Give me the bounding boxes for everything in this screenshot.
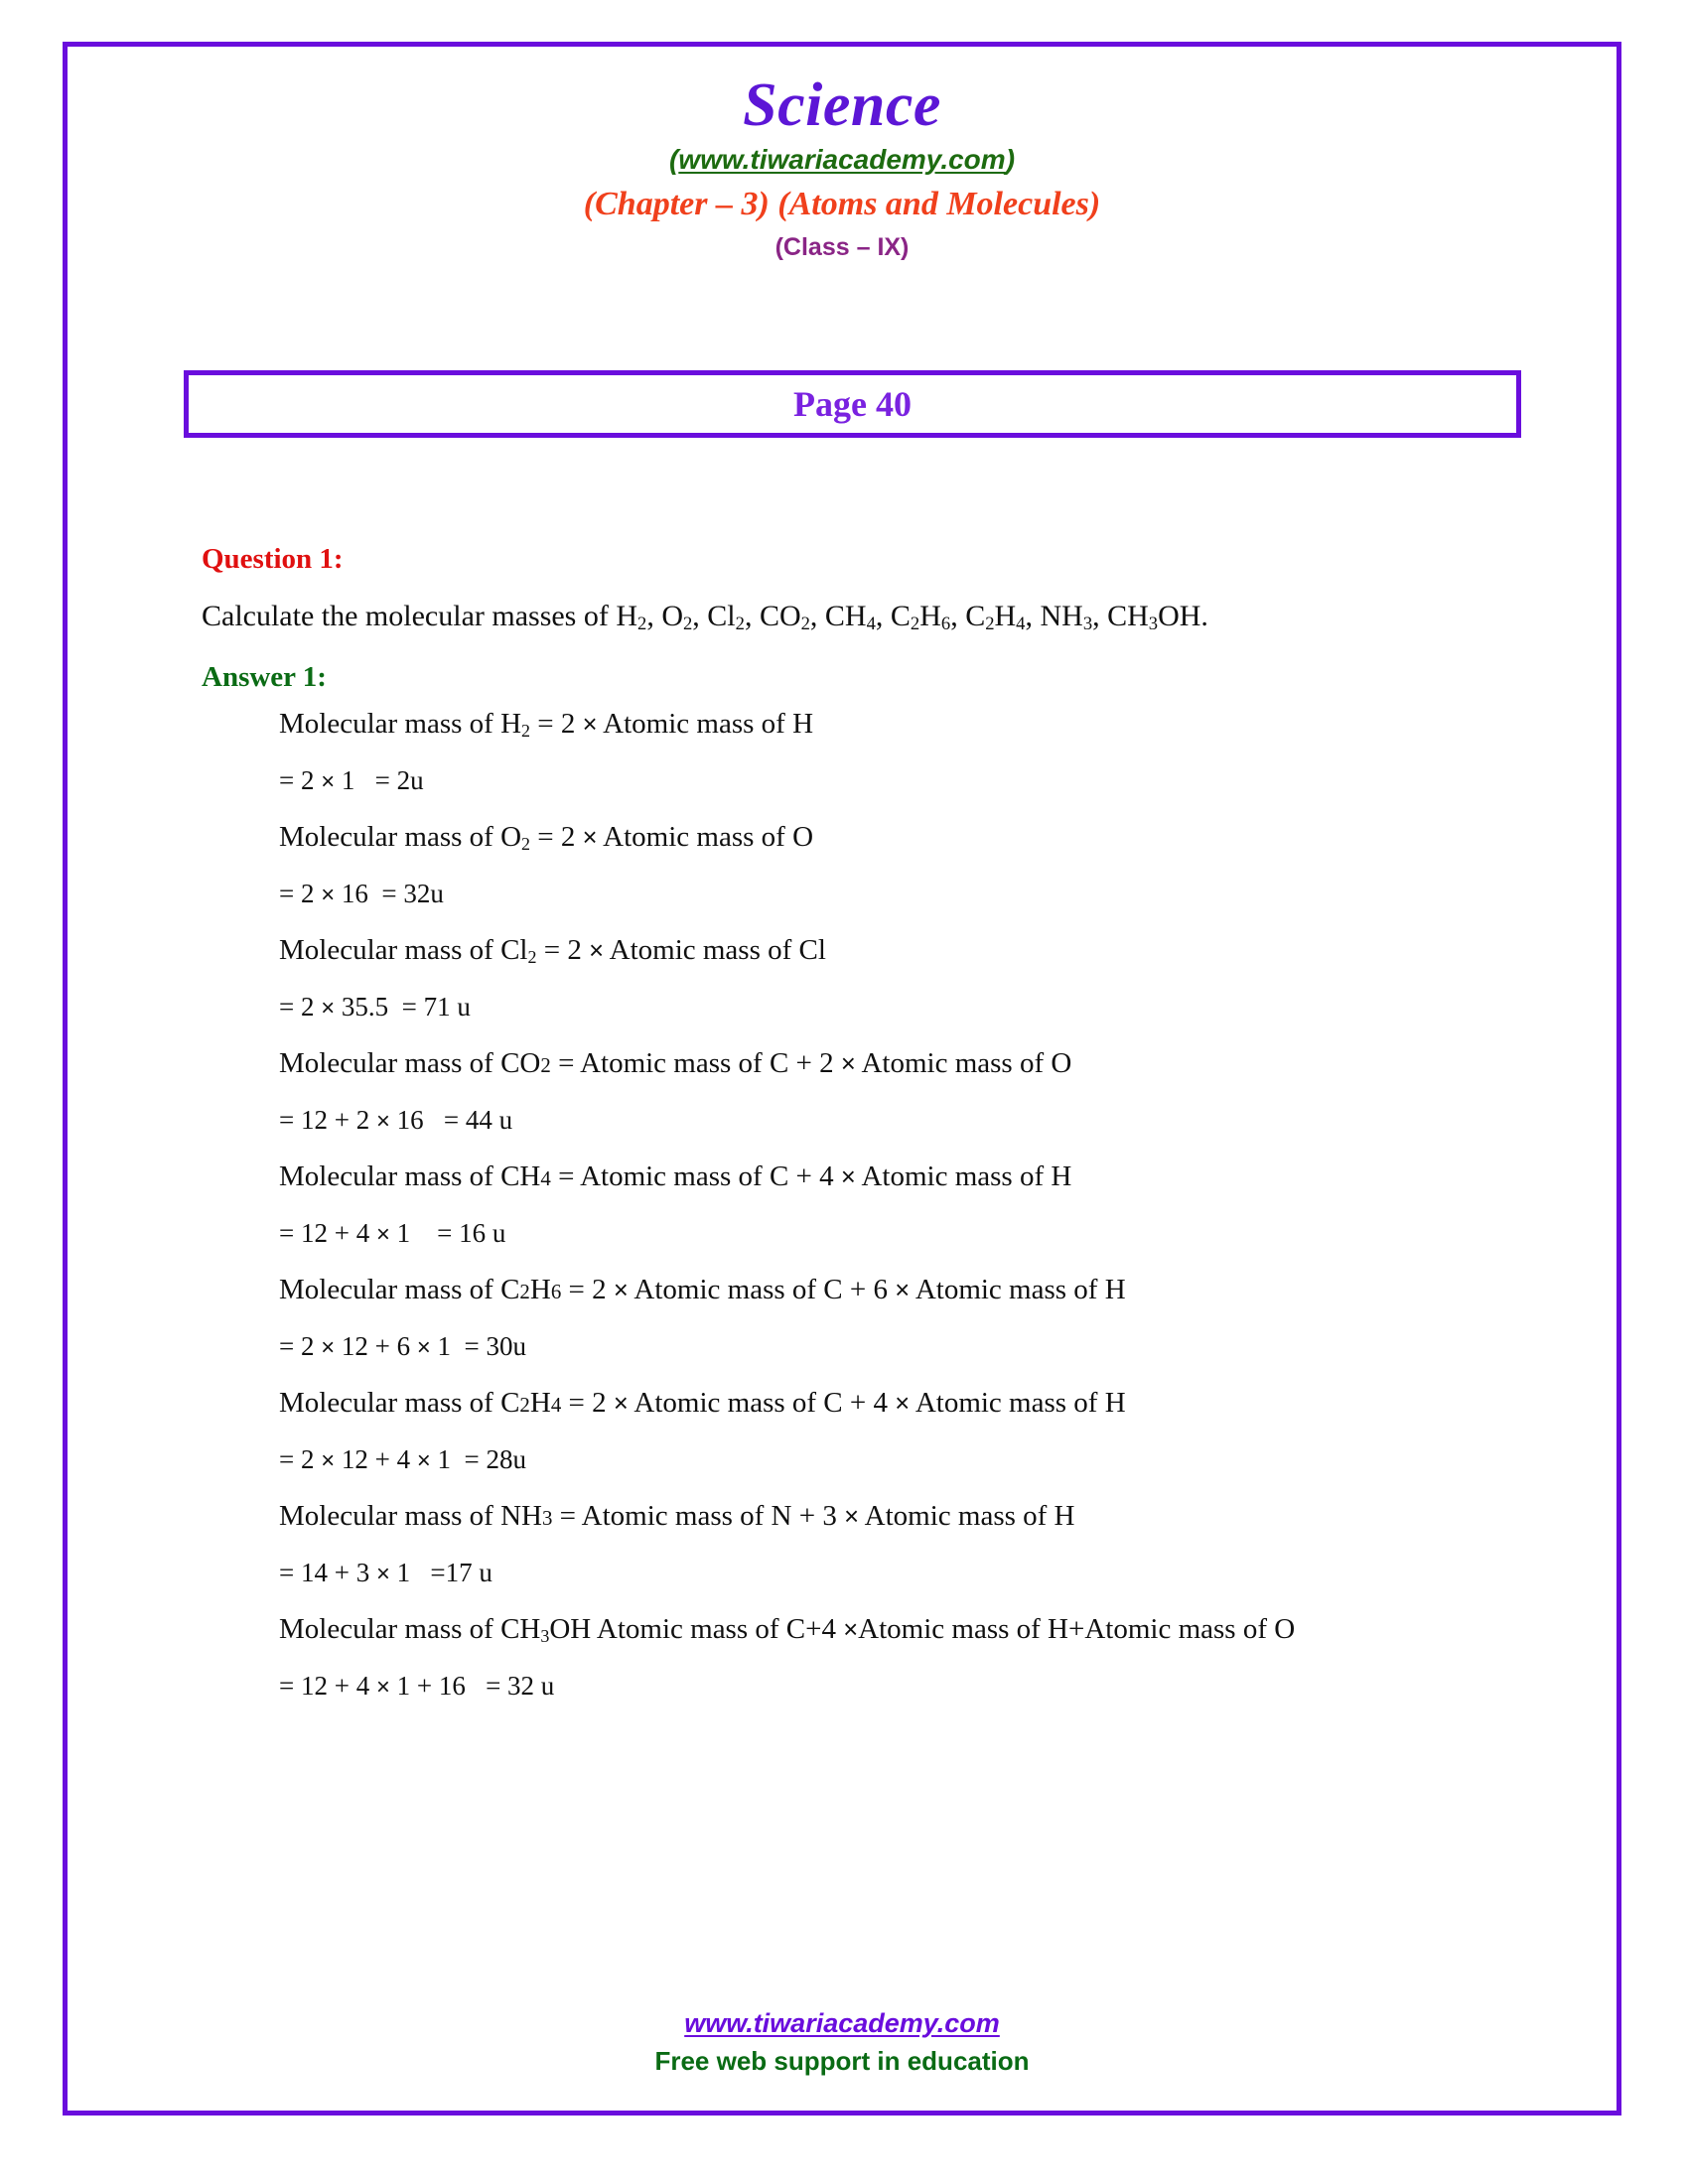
header-site-url: (www.tiwariacademy.com) (668, 144, 1016, 175)
answer-line-cl2-calc: = 2 × 35.5 = 71 u (279, 991, 471, 1022)
document-header (68, 47, 1617, 262)
answer-line-c2h4-formula: Molecular mass of C2H4 = 2 × Atomic mass of C + 4 × Atomic mass of H (279, 1386, 1126, 1419)
answer-line-c2h4-calc: = 2 × 12 + 4 × 1 = 28u (279, 1443, 526, 1474)
footer-tagline: Free web support in education (654, 2046, 1030, 2076)
answer-line-co2-calc: = 12 + 2 × 16 = 44 u (279, 1104, 513, 1135)
page-title: Science (743, 71, 941, 139)
answer-line-ch3oh-calc: = 12 + 4 × 1 + 16 = 32 u (279, 1670, 555, 1701)
page-frame (63, 42, 1621, 2116)
answer-line-c2h6-formula: Molecular mass of C2H6 = 2 × Atomic mass of C + 6 × Atomic mass of H (279, 1273, 1126, 1305)
question-text: Calculate the molecular masses of $H_2$, $O_2$, $Cl_2$, $CO_2$, $CH_4$, $C_2H_6$, $C_2H_4$, $NH_3$, $CH_3OH$. (202, 600, 1208, 635)
answer-line-ch4-formula: Molecular mass of CH4 = Atomic mass of C + 4 × Atomic mass of H (279, 1160, 1072, 1192)
chapter-subtitle: (Chapter – 3) (Atoms and Molecules) (583, 186, 1101, 222)
answer-line-nh3-calc: = 14 + 3 × 1 =17 u (279, 1557, 492, 1587)
answer-line-c2h6-calc: = 2 × 12 + 6 × 1 = 30u (279, 1330, 526, 1361)
answer-line-cl2-formula: Molecular mass of $Cl_2 = 2$ × Atomic mass of Cl (279, 933, 826, 967)
footer-site-url[interactable]: www.tiwariacademy.com (684, 2008, 1000, 2038)
answer-line-o2-formula: Molecular mass of $O_2 = 2$ × Atomic mass of O (279, 820, 814, 854)
page-number-banner (184, 370, 1521, 438)
header-site-url-text: www.tiwariacademy.com (678, 144, 1006, 175)
class-label: (Class – IX) (774, 233, 910, 261)
answer-heading: Answer 1: (202, 660, 327, 693)
answer-line-nh3-formula: Molecular mass of NH3 = Atomic mass of N + 3 × Atomic mass of H (279, 1499, 1075, 1532)
answer-line-co2-formula: Molecular mass of CO2 = Atomic mass of C + 2 × Atomic mass of O (279, 1046, 1072, 1079)
page-number-label: Page 40 (793, 384, 912, 424)
answer-line-o2-calc: = 2 × 16 = 32u (279, 878, 444, 908)
answer-line-h2-formula: Molecular mass of $H_2 = 2$ × Atomic mass of H (279, 707, 814, 741)
question-heading: Question 1: (202, 543, 344, 575)
answer-line-h2-calc: = 2 × 1 = 2u (279, 764, 424, 795)
answer-line-ch3oh-formula: Molecular mass of $CH_3OH$ Atomic mass of C+4 ×Atomic mass of H+Atomic mass of O (279, 1612, 1296, 1646)
answer-line-ch4-calc: = 12 + 4 × 1 = 16 u (279, 1217, 506, 1248)
content-body (202, 543, 1572, 1728)
document-footer (68, 2008, 1617, 2077)
answer-line-list (279, 707, 1572, 1701)
